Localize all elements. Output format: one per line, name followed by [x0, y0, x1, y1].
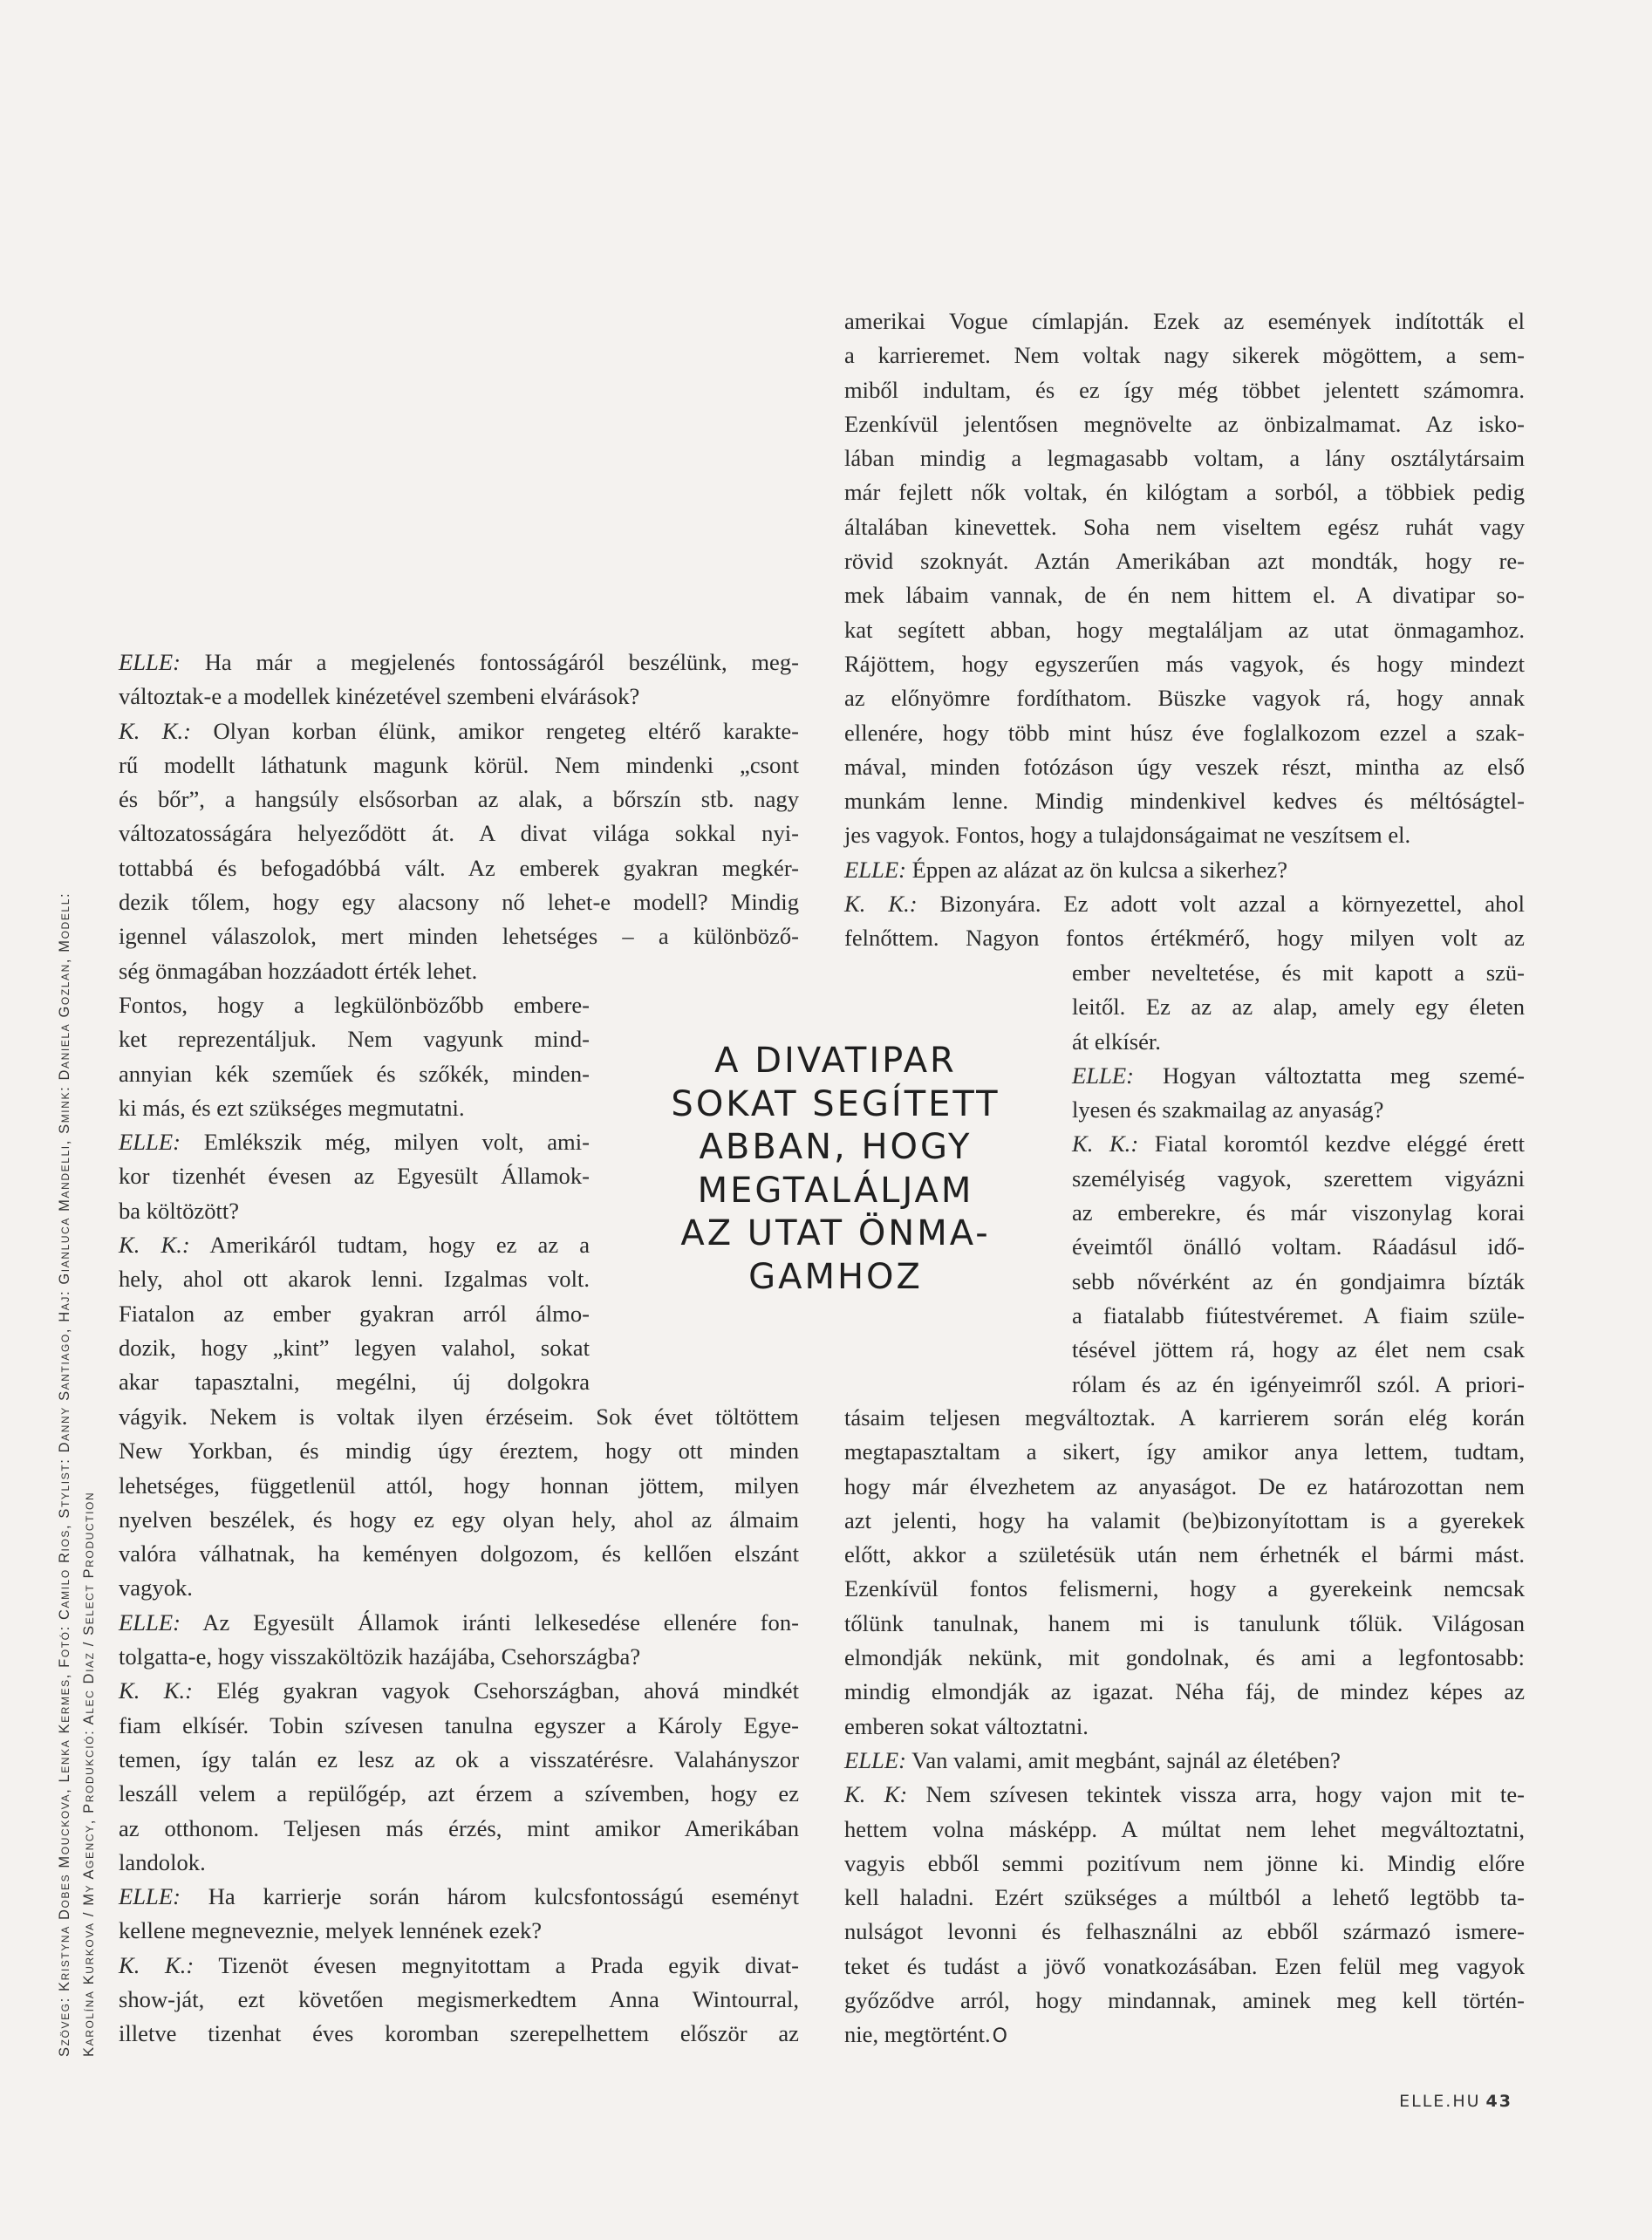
page-number: 43: [1485, 2092, 1512, 2111]
text-line: ket reprezentáljuk. Nem vagyunk mind-: [119, 1026, 590, 1053]
text-line: ELLE: Van valami, amit megbánt, sajnál az életében?: [844, 1746, 1341, 1773]
text-line: nyelven beszélek, és hogy ez egy olyan hely, ahol az álmaim: [119, 1506, 799, 1533]
text-line: elmondják nekünk, mit gondolnak, és ami a legfontosabb:: [844, 1644, 1525, 1671]
text-line: ELLE: Emlékszik még, milyen volt, ami-: [119, 1129, 590, 1156]
pull-quote-line: ABBAN, HOGY: [699, 1127, 973, 1167]
text-line: a karrieremet. Nem voltak nagy sikerek mögöttem, a sem-: [844, 342, 1525, 369]
text-line: általában kinevettek. Soha nem viseltem egész ruhát vagy: [844, 513, 1525, 540]
text-line: változtak-e a modellek kinézetével szembeni elvárások?: [119, 683, 640, 710]
text-line: tőlünk tanulnak, hanem mi is tanulunk tőlük. Világosan: [844, 1609, 1525, 1636]
text-line: landolok.: [119, 1848, 206, 1875]
kk-label: K. K.:: [119, 717, 192, 744]
text-line: Ezenkívül jelentősen megnövelte az önbizalmamat. Az isko-: [844, 410, 1525, 437]
text-line: ELLE: Hogyan változtatta meg szemé-: [1072, 1062, 1525, 1089]
text-line: Fontos, hogy a legkülönbözőbb embere-: [119, 992, 590, 1018]
text-line: ellenére, hogy több mint húsz éve foglalkozom ezzel a szak-: [844, 719, 1525, 746]
elle-label: ELLE:: [844, 1746, 906, 1773]
text-line: az otthonom. Teljesen más érzés, mint amikor Amerikában: [119, 1814, 799, 1841]
text-line: Ezenkívül fontos felismerni, hogy a gyerekeink nemcsak: [844, 1575, 1525, 1602]
text-line: teket és tudást a jövő vonatkozásában. Ezen felül meg vagyok: [844, 1952, 1525, 1979]
elle-label: ELLE:: [1072, 1062, 1134, 1089]
kk-label: K. K.:: [119, 1677, 193, 1704]
text-line: a fiatalabb fiútestvéremet. A fiaim szüle-: [1072, 1301, 1525, 1328]
left-column-bottom: [119, 1400, 799, 2052]
page-folio: [1399, 2092, 1512, 2111]
text-line: kellene megneveznie, melyek lennének ezek?: [119, 1917, 543, 1944]
text-line: tásaim teljesen megváltoztak. A karrierem során elég korán: [844, 1404, 1525, 1431]
text-line: ki más, és ezt szükséges megmutatni.: [119, 1094, 465, 1121]
pull-quote-line: GAMHOZ: [748, 1256, 923, 1297]
text-line: át elkísér.: [1072, 1028, 1161, 1055]
pull-quote-line: MEGTALÁLJAM: [697, 1170, 974, 1211]
right-column-top: [844, 304, 1525, 956]
text-line: fiam elkísér. Tobin szívesen tanulna egyszer a Károly Egye-: [119, 1711, 799, 1738]
text-line: rű modellt láthatunk magunk körül. Nem mindenki „csont: [119, 751, 799, 778]
text-line: kor tizenhét évesen az Egyesült Államok-: [119, 1163, 590, 1190]
elle-label: ELLE:: [119, 1608, 181, 1636]
text-line: amerikai Vogue címlapján. Ezek az események indították el: [844, 308, 1525, 334]
kk-label: K. K:: [844, 1781, 908, 1808]
elle-label: ELLE:: [119, 1129, 181, 1156]
text-line: változatosságára helyeződött át. A divat világa sokkal nyi-: [119, 820, 799, 847]
text-line: K. K.: Fiatal koromtól kezdve eléggé érett: [1072, 1130, 1525, 1158]
text-line: ELLE: Az Egyesült Államok iránti lelkesedése ellenére fon-: [119, 1608, 799, 1636]
credits-line: Karolína Kurkova / My Agency, Produkció: Alec Diaz / Select Production: [81, 1491, 97, 2057]
text-line: K. K.: Amerikáról tudtam, hogy ez az a: [119, 1232, 590, 1259]
text-line: győződve arról, hogy mindannak, aminek meg kell történ-: [844, 1987, 1525, 2014]
kk-label: K. K.:: [1072, 1130, 1139, 1158]
text-line: ség önmagában hozzáadott érték lehet.: [119, 957, 478, 984]
text-line: K. K.: Elég gyakran vagyok Csehországban, ahová mindkét: [119, 1677, 799, 1704]
pull-quote-line: SOKAT SEGÍTETT: [671, 1083, 1000, 1124]
text-line: Fiatalon az ember gyakran arról álmo-: [119, 1300, 590, 1327]
text-line: leszáll velem a repülőgép, azt érzem a szívemben, hogy ez: [119, 1780, 799, 1807]
elle-label: ELLE:: [119, 1883, 181, 1910]
text-line: ELLE: Ha karrierje során három kulcsfontosságú eseményt: [119, 1883, 799, 1910]
text-line: New Yorkban, és mindig úgy éreztem, hogy ott minden: [119, 1438, 799, 1465]
text-line: munkám lenne. Mindig mindenkivel kedves és méltóságtel-: [844, 788, 1525, 815]
text-line: már fejlett nők voltak, én kilógtam a sorból, a többiek pedig: [844, 479, 1525, 506]
left-column-narrow: [119, 988, 590, 1400]
text-line: hely, ahol ott akarok lenni. Izgalmas volt.: [119, 1266, 590, 1293]
text-line: mával, minden fotózáson úgy veszek részt, mintha az első: [844, 753, 1525, 780]
end-mark: O: [992, 2025, 1007, 2048]
pull-quote: [652, 1040, 1019, 1299]
text-line: igennel válaszolok, mert minden lehetséges – a különböző-: [119, 923, 799, 950]
text-line: K. K.: Tizenöt évesen megnyitottam a Prada egyik divat-: [119, 1951, 800, 1978]
site-name: ELLE.HU: [1399, 2092, 1481, 2111]
text-line: kat segített abban, hogy megtaláljam az utat önmagamhoz.: [844, 616, 1525, 643]
text-line: nulságot levonni és felhasználni az ebből származó ismere-: [844, 1918, 1525, 1945]
text-line: dozik, hogy „kint” legyen valahol, sokat: [119, 1334, 590, 1361]
text-line: vágyik. Nekem is voltak ilyen érzéseim. Sok évet töltöttem: [119, 1403, 799, 1430]
text-line: lehetséges, függetlenül attól, hogy honnan jöttem, milyen: [119, 1472, 799, 1499]
text-line: vagyis ebből semmi pozitívum nem jönne ki. Mindig előre: [844, 1849, 1525, 1876]
kk-label: K. K.:: [119, 1232, 190, 1259]
text-line: emberen sokat változtatni.: [844, 1712, 1089, 1739]
credits-line: Szöveg: Kristyna Dobes Mouckova, Lenka Kermes, Fotó: Camilo Rios, Stylist: Danny Santiago, Haj: Gianluca Mandelli, Smink: Daniela Gozlan, Modell:: [57, 891, 72, 2057]
text-line: show-ját, ezt követően megismerkedtem Anna Wintourral,: [119, 1986, 799, 2013]
text-line: előtt, akkor a születésük után nem érhetnék el bármi mást.: [844, 1541, 1525, 1568]
text-line: temen, így talán ez lesz az ok a visszatérésre. Valahányszor: [119, 1745, 799, 1772]
text-line: megtapasztaltam a sikert, így amikor anya lettem, tudtam,: [844, 1438, 1525, 1465]
text-line: azt jelenti, hogy ha valamit (be)bizonyítottam is a gyerekek: [844, 1506, 1525, 1533]
text-line: annyian kék szeműek és szőkék, minden-: [119, 1060, 590, 1087]
text-line: Rájöttem, hogy egyszerűen más vagyok, és hogy mindezt: [844, 650, 1525, 677]
text-line: nie, megtörtént.O: [844, 2021, 1007, 2048]
text-line: tésével jöttem rá, hogy az élet nem csak: [1072, 1336, 1525, 1363]
text-line: és bőr”, a hangsúly elsősorban az alak, a bőrszín stb. nagy: [119, 786, 799, 813]
text-line: rólam és az én igényeimről szól. A priori-: [1072, 1370, 1525, 1397]
kk-label: K. K.:: [119, 1951, 195, 1978]
right-column-bottom: [844, 1401, 1525, 2054]
kk-label: K. K.:: [844, 891, 918, 918]
text-line: éveimtől önálló voltam. Ráadásul idő-: [1072, 1233, 1525, 1260]
text-line: mindig elmondják az igazat. Néha fáj, de mindez képes az: [844, 1678, 1525, 1705]
text-line: sebb nővérként az én gondjaimra bízták: [1072, 1267, 1525, 1294]
text-line: tolgatta-e, hogy visszaköltözik hazájába, Csehországba?: [119, 1643, 641, 1670]
text-line: az emberekre, és már viszonylag korai: [1072, 1199, 1525, 1226]
text-line: miből indultam, és ez így még többet jelentett számomra.: [844, 376, 1525, 403]
text-line: leitől. Ez az az alap, amely egy életen: [1072, 994, 1525, 1021]
pull-quote-line: AZ UTAT ÖNMA-: [680, 1213, 991, 1253]
elle-label: ELLE:: [844, 856, 906, 883]
text-line: lyesen és szakmailag az anyaság?: [1072, 1096, 1384, 1123]
text-line: ELLE: Éppen az alázat az ön kulcsa a sikerhez?: [844, 856, 1288, 883]
text-line: ember neveltetése, és mit kapott a szü-: [1072, 960, 1525, 986]
text-line: lában mindig a legmagasabb voltam, a lány osztálytársaim: [844, 445, 1525, 472]
text-line: vagyok.: [119, 1574, 193, 1601]
text-line: K. K: Nem szívesen tekintek vissza arra, hogy vajon mit te-: [844, 1781, 1525, 1808]
text-line: K. K.: Bizonyára. Ez adott volt azzal a környezettel, ahol: [844, 891, 1525, 918]
photo-credits: [52, 679, 101, 2057]
text-line: tottabbá és befogadóbbá vált. Az emberek gyakran megkér-: [119, 854, 799, 881]
text-line: jes vagyok. Fontos, hogy a tulajdonságaimat ne veszítsem el.: [844, 822, 1411, 849]
text-line: hogy már élvezhetem az anyaságot. De ez határozottan nem: [844, 1472, 1525, 1499]
text-line: akar tapasztalni, megélni, új dolgokra: [119, 1369, 590, 1396]
text-line: illetve tizenhat éves koromban szerepelhettem először az: [119, 2020, 799, 2047]
pull-quote-line: A DIVATIPAR: [714, 1041, 957, 1081]
text-line: ELLE: Ha már a megjelenés fontosságáról beszélünk, meg-: [119, 649, 800, 675]
text-line: felnőttem. Nagyon fontos értékmérő, hogy milyen volt az: [844, 925, 1525, 952]
text-line: mek lábaim vannak, de én nem hittem el. A divatipar so-: [844, 582, 1525, 609]
text-line: kell haladni. Ezért szükséges a múltból a lehető legtöbb ta-: [844, 1884, 1525, 1911]
text-line: valóra válhatnak, ha keményen dolgozom, és kellően elszánt: [119, 1540, 799, 1567]
left-column-top: [119, 645, 799, 988]
text-line: rövid szoknyát. Aztán Amerikában azt mondták, hogy re-: [844, 548, 1525, 575]
text-line: dezik tőlem, hogy egy alacsony nő lehet-e modell? Mindig: [119, 889, 799, 916]
text-line: személyiség vagyok, szerettem vigyázni: [1072, 1164, 1525, 1192]
elle-label: ELLE:: [119, 649, 181, 675]
right-column-narrow: [1072, 956, 1525, 1402]
text-line: K. K.: Olyan korban élünk, amikor rengeteg eltérő karakte-: [119, 717, 800, 744]
text-line: hettem volna másképp. A múltat nem lehet megváltoztatni,: [844, 1815, 1525, 1842]
text-line: az előnyömre fordíthatom. Büszke vagyok rá, hogy annak: [844, 685, 1525, 712]
text-line: ba költözött?: [119, 1197, 240, 1224]
